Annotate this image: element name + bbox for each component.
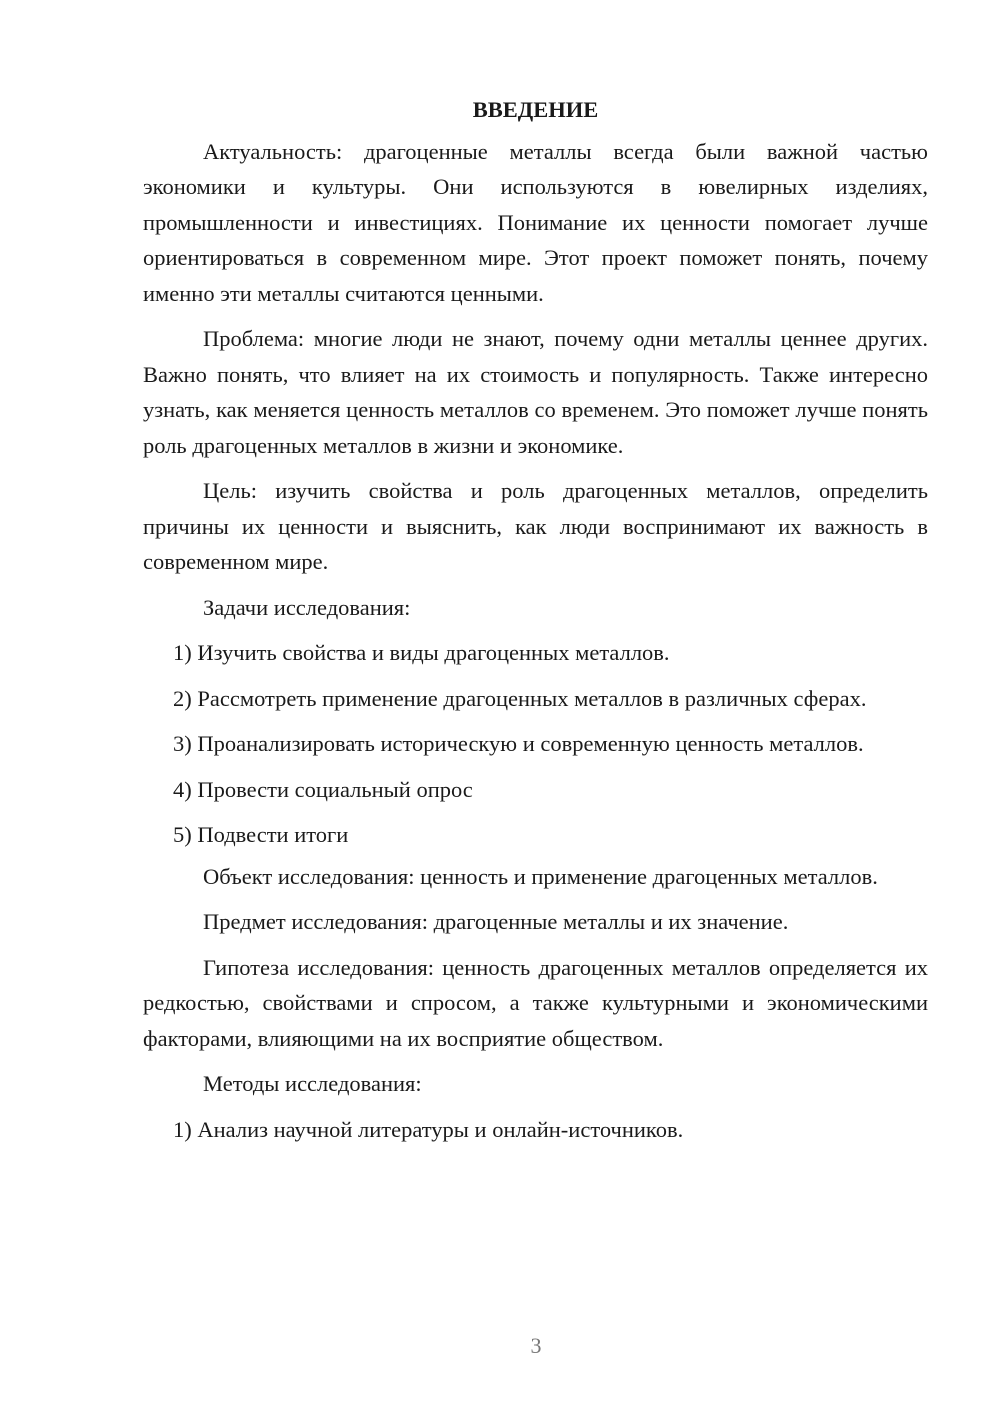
task-item-5: 5) Подвести итоги — [173, 822, 349, 847]
method-item-1: 1) Анализ научной литературы и онлайн-источников. — [173, 1116, 684, 1142]
task-item-1: 1) Изучить свойства и виды драгоценных металлов. — [173, 640, 670, 665]
methods-heading: Методы исследования: — [203, 1071, 422, 1096]
hypothesis-paragraph: Гипотеза исследования: ценность драгоценных металлов определяется их редкостью, свойствами и спросом, а также культурными и экономическими факторами, влияющими на их восприятие обществом. — [143, 954, 928, 1051]
task-item-3: 3) Проанализировать историческую и современную ценность металлов. — [173, 731, 864, 756]
section-title: ВВЕДЕНИЕ — [472, 97, 599, 122]
relevance-paragraph: Актуальность: драгоценные металлы всегда были важной частью экономики и культуры. Они используются в ювелирных изделиях, промышленности и инвестициях. Понимание их ценности помогает лучше ориентироваться в современном мире. Этот проект поможет понять, почему именно эти металлы считаются ценными. — [143, 138, 928, 306]
task-item-2: 2) Рассмотреть применение драгоценных металлов в различных сферах. — [173, 685, 867, 711]
tasks-heading: Задачи исследования: — [203, 594, 411, 620]
object-paragraph: Объект исследования: ценность и применение драгоценных металлов. — [203, 863, 878, 889]
subject-paragraph: Предмет исследования: драгоценные металлы и их значение. — [203, 909, 789, 934]
page-number: 3 — [530, 1333, 542, 1358]
goal-paragraph: Цель: изучить свойства и роль драгоценных металлов, определить причины их ценности и выяснить, как люди воспринимают их важность в современном мире. — [143, 478, 928, 574]
problem-paragraph: Проблема: многие люди не знают, почему одни металлы ценнее других. Важно понять, что влияет на их стоимость и популярность. Также интересно узнать, как меняется ценность металлов со временем. Это поможет лучше понять роль драгоценных металлов в жизни и экономике. — [143, 326, 928, 458]
task-item-4: 4) Провести социальный опрос — [173, 776, 473, 802]
document-page — [143, 92, 928, 1157]
